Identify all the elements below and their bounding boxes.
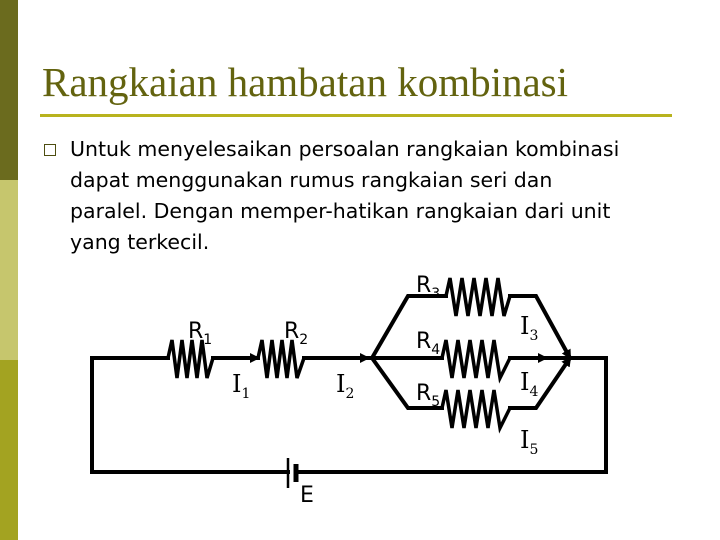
label-i1: $I_1$ [232,370,251,402]
bullet-line-1: Untuk menyelesaikan persoalan rangkaian kombinasi [70,137,620,161]
label-i3: $I_3$ [520,312,539,344]
slide-title: Rangkaian hambatan kombinasi [42,59,569,105]
label-r4: $R_4$ [416,329,441,358]
bullet-line-3: paralel. Dengan memper-hatikan rangkaian dari unit [70,199,611,223]
resistor-r5 [442,390,510,428]
resistor-r3 [446,278,510,316]
wire-branch-r5-right [510,358,570,408]
bullet-line-2: dapat menggunakan rumus rangkaian seri dan [70,168,553,192]
label-i4: $I_4$ [520,368,539,400]
label-r1: $R_1$ [188,319,213,348]
label-battery-e: E [300,483,314,508]
label-i5: $I_5$ [520,426,539,458]
wire-left-side [92,358,288,472]
resistor-r2 [258,340,304,378]
wire-branch-r3-right [510,296,570,358]
battery-symbol [288,458,296,488]
bullet-line-4: yang terkecil. [70,230,210,254]
label-i2: $I_2$ [336,370,355,402]
label-r3: $R_3$ [416,273,441,302]
resistor-r4 [442,340,510,378]
label-r2: $R_2$ [284,319,309,348]
label-r5: $R_5$ [416,381,441,410]
